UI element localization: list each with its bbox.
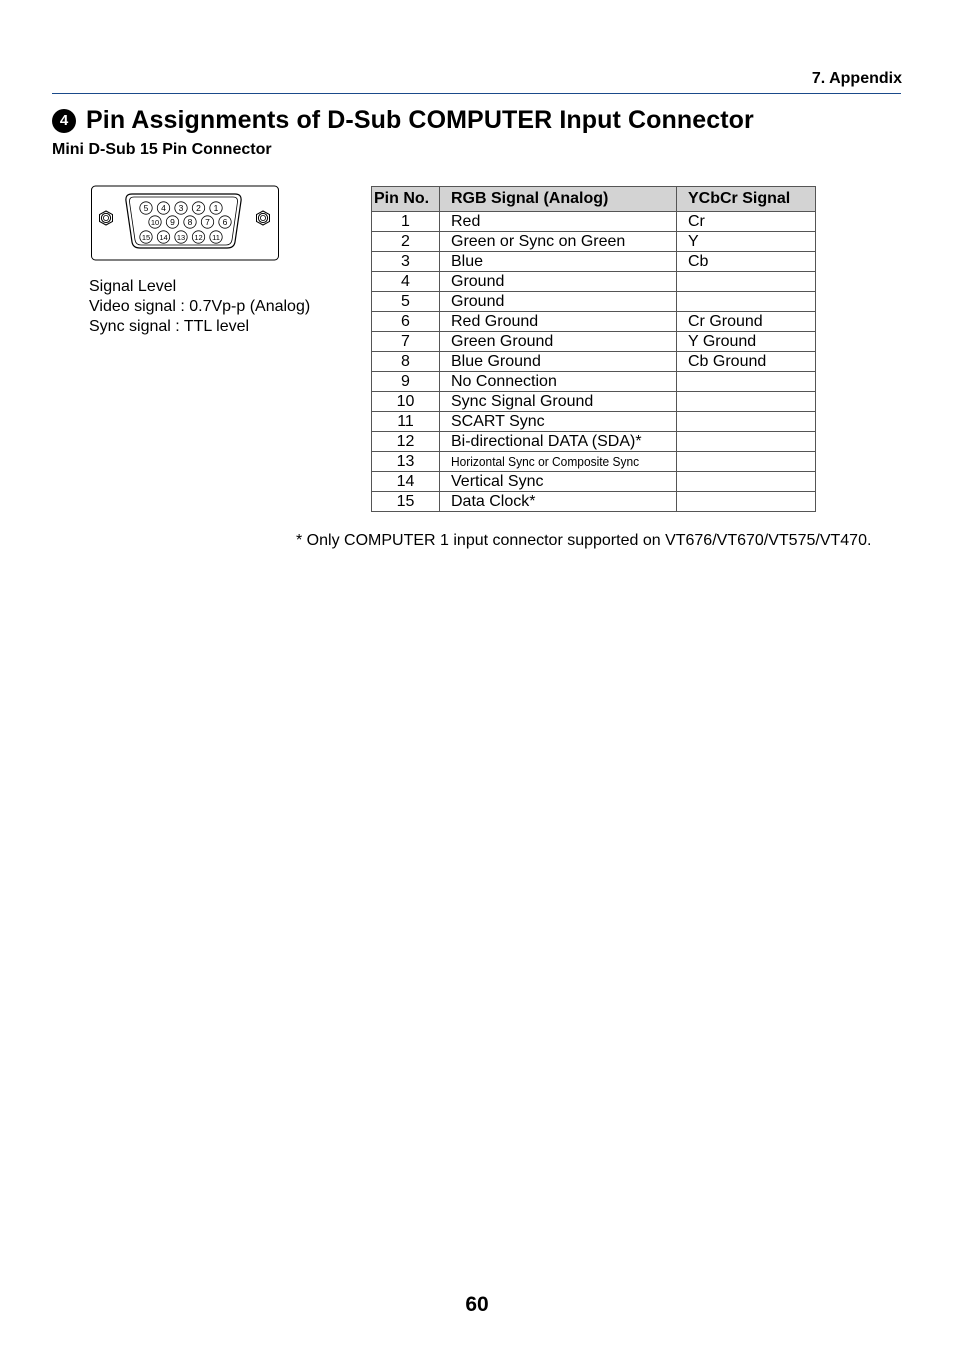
page-title — [52, 106, 912, 135]
rgb-signal-cell: Sync Signal Ground — [440, 392, 677, 412]
rgb-signal-cell: Blue Ground — [440, 352, 677, 372]
pin-no-cell: 1 — [372, 212, 440, 232]
connector-pin-label: 11 — [212, 233, 220, 242]
table-row — [372, 232, 816, 252]
right-screw-icon — [257, 211, 270, 225]
signal-level-block — [89, 277, 310, 337]
connector-pin-label: 14 — [159, 233, 168, 242]
rgb-signal-cell: Ground — [440, 272, 677, 292]
connector-pin-label: 2 — [196, 203, 201, 213]
rgb-signal-cell: Data Clock* — [440, 492, 677, 512]
connector-pin-label: 10 — [150, 218, 160, 227]
ycbcr-signal-cell: Y — [677, 232, 816, 252]
table-row — [372, 372, 816, 392]
table-row — [372, 472, 816, 492]
signal-level-heading: Signal Level — [89, 278, 177, 295]
connector-pin-label: 3 — [178, 203, 184, 213]
pin-no-cell: 14 — [372, 472, 440, 492]
rgb-signal-cell: Ground — [440, 292, 677, 312]
rgb-signal-cell: SCART Sync — [440, 412, 677, 432]
connector-pin-label: 8 — [187, 217, 193, 227]
ycbcr-signal-cell — [677, 392, 816, 412]
rgb-signal-cell: Green or Sync on Green — [440, 232, 677, 252]
connector-pin-label: 13 — [176, 233, 186, 242]
ycbcr-signal-cell: Cb Ground — [677, 352, 816, 372]
ycbcr-signal-cell: Cr — [677, 212, 816, 232]
pin-no-cell: 13 — [372, 452, 440, 472]
ycbcr-signal-cell — [677, 272, 816, 292]
title-text: Pin Assignments of D-Sub COMPUTER Input Connector — [86, 106, 754, 134]
ycbcr-signal-cell — [677, 492, 816, 512]
page-number: 60 — [465, 1293, 489, 1316]
footnote: * Only COMPUTER 1 input connector supported on VT676/VT670/VT575/VT470. — [296, 532, 872, 549]
table-row — [372, 452, 816, 472]
rgb-signal-cell: No Connection — [440, 372, 677, 392]
rgb-signal-cell: Bi-directional DATA (SDA)* — [440, 432, 677, 452]
rgb-signal-cell: Red — [440, 212, 677, 232]
pin-no-cell: 15 — [372, 492, 440, 512]
table-row — [372, 312, 816, 332]
pin-no-cell: 3 — [372, 252, 440, 272]
subtitle: Mini D-Sub 15 Pin Connector — [52, 141, 272, 158]
table-row — [372, 212, 816, 232]
connector-pin-label: 7 — [205, 217, 210, 227]
table-row — [372, 392, 816, 412]
connector-pin-label: 1 — [213, 203, 219, 213]
rgb-signal-small-text: Horizontal Sync or Composite Sync — [451, 453, 640, 469]
pin-no-cell: 10 — [372, 392, 440, 412]
table-row — [372, 432, 816, 452]
pin-no-cell: 12 — [372, 432, 440, 452]
section-header: 7. Appendix — [811, 70, 902, 87]
ycbcr-signal-cell — [677, 292, 816, 312]
rgb-signal-cell: Red Ground — [440, 312, 677, 332]
pin-no-cell: 2 — [372, 232, 440, 252]
connector-pin-label: 9 — [170, 217, 175, 227]
connector-pin-label: 15 — [141, 233, 151, 242]
sync-signal-text: Sync signal : TTL level — [89, 318, 250, 335]
table-row — [372, 492, 816, 512]
header-pin-no: Pin No. — [372, 187, 440, 212]
connector-pin-label: 5 — [143, 203, 149, 213]
left-screw-icon — [100, 211, 113, 225]
ycbcr-signal-cell — [677, 452, 816, 472]
pin-no-cell: 6 — [372, 312, 440, 332]
rgb-signal-cell: Vertical Sync — [440, 472, 677, 492]
pin-no-cell: 5 — [372, 292, 440, 312]
header-rgb-signal: RGB Signal (Analog) — [440, 187, 677, 212]
rgb-signal-cell: Green Ground — [440, 332, 677, 352]
table-row — [372, 332, 816, 352]
header-rule — [52, 93, 901, 94]
pin-no-cell: 9 — [372, 372, 440, 392]
table-row — [372, 252, 816, 272]
connector-pin-label: 6 — [222, 217, 228, 227]
table-row — [372, 352, 816, 372]
pin-no-cell: 7 — [372, 332, 440, 352]
pin-no-cell: 11 — [372, 412, 440, 432]
table-row — [372, 412, 816, 432]
dsub-connector-diagram — [90, 185, 280, 261]
pin-no-cell: 8 — [372, 352, 440, 372]
ycbcr-signal-cell — [677, 432, 816, 452]
video-signal-text: Video signal : 0.7Vp-p (Analog) — [89, 298, 311, 315]
ycbcr-signal-cell: Cr Ground — [677, 312, 816, 332]
table-row — [372, 292, 816, 312]
connector-pin-label: 4 — [161, 203, 166, 213]
ycbcr-signal-cell: Y Ground — [677, 332, 816, 352]
pin-assignment-table — [371, 186, 816, 512]
connector-pin-label: 12 — [194, 233, 203, 242]
ycbcr-signal-cell — [677, 412, 816, 432]
table-header-row — [372, 187, 816, 212]
section-number-badge: 4 — [52, 109, 76, 133]
header-ycbcr-signal: YCbCr Signal — [677, 187, 816, 212]
ycbcr-signal-cell: Cb — [677, 252, 816, 272]
pin-no-cell: 4 — [372, 272, 440, 292]
table-row — [372, 272, 816, 292]
rgb-signal-cell — [440, 452, 677, 472]
rgb-signal-cell: Blue — [440, 252, 677, 272]
ycbcr-signal-cell — [677, 472, 816, 492]
ycbcr-signal-cell — [677, 372, 816, 392]
